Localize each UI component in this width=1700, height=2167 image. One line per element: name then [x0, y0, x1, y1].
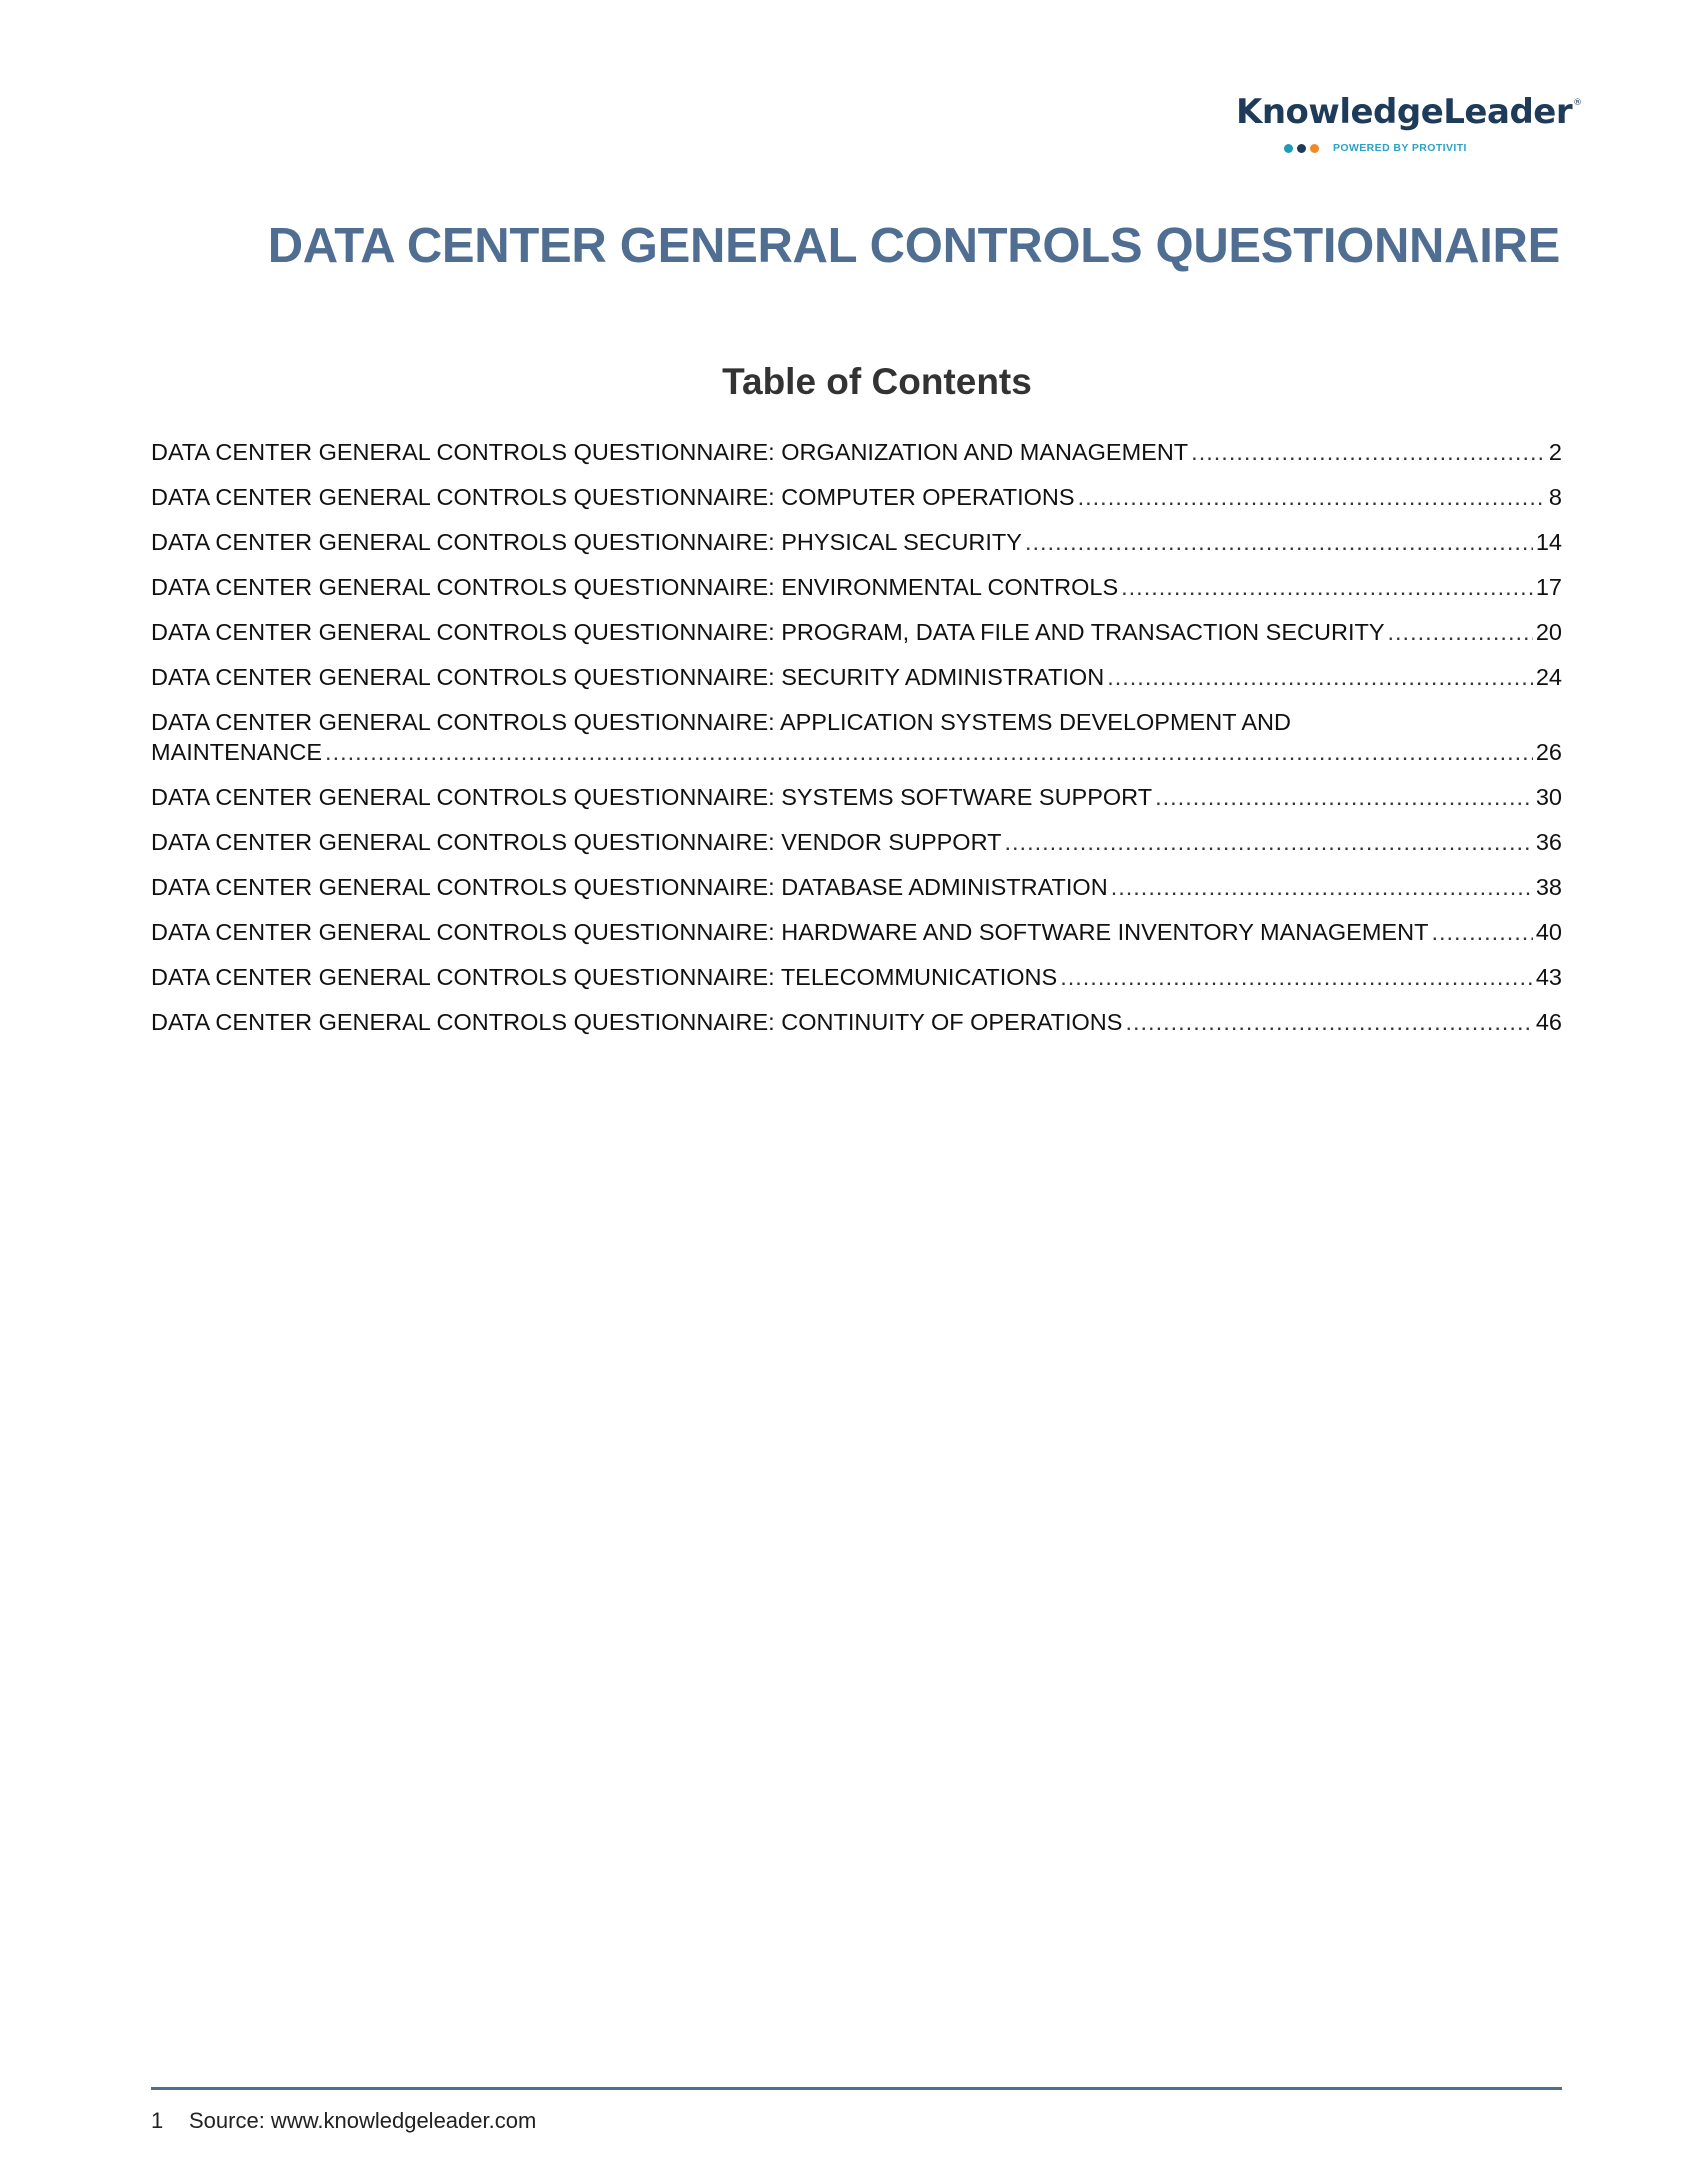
toc-entry-page: 17 [1535, 574, 1562, 600]
logo-dot-orange [1310, 144, 1319, 153]
footer-page-number: 1 [151, 2108, 164, 2133]
toc-entry-title: DATA CENTER GENERAL CONTROLS QUESTIONNAIRE: SECURITY ADMINISTRATION [151, 664, 1105, 690]
toc-entry-title: DATA CENTER GENERAL CONTROLS QUESTIONNAIRE: COMPUTER OPERATIONS [151, 484, 1075, 510]
knowledgeleader-logo [1236, 92, 1582, 154]
footer-source: Source: www.knowledgeleader.com [189, 2108, 537, 2133]
toc-dot-leader [1125, 1007, 1532, 1037]
logo-wordmark-text: KnowledgeLeader [1236, 92, 1573, 132]
document-title: DATA CENTER GENERAL CONTROLS QUESTIONNAIRE [267, 219, 1560, 273]
logo-wordmark [1236, 92, 1582, 132]
toc-dot-leader [1431, 917, 1532, 947]
toc-entry-program-data-file-transaction-security[interactable] [151, 617, 1562, 647]
toc-entry-physical-security[interactable] [151, 527, 1562, 557]
toc-entry-page: 38 [1535, 874, 1562, 900]
toc-entry-title: DATA CENTER GENERAL CONTROLS QUESTIONNAIRE: DATABASE ADMINISTRATION [151, 874, 1108, 900]
toc-dot-leader [1107, 662, 1533, 692]
toc-entry-environmental-controls[interactable] [151, 572, 1562, 602]
toc-entry-title: DATA CENTER GENERAL CONTROLS QUESTIONNAIRE: ORGANIZATION AND MANAGEMENT [151, 439, 1189, 465]
toc-dot-leader [325, 737, 1533, 767]
toc-entry-title: DATA CENTER GENERAL CONTROLS QUESTIONNAIRE: SYSTEMS SOFTWARE SUPPORT [151, 784, 1153, 810]
table-of-contents [151, 437, 1562, 1052]
toc-entry-title-line1: DATA CENTER GENERAL CONTROLS QUESTIONNAIRE: APPLICATION SYSTEMS DEVELOPMENT AND [151, 709, 1291, 735]
toc-entry-title: DATA CENTER GENERAL CONTROLS QUESTIONNAIRE: CONTINUITY OF OPERATIONS [151, 1009, 1123, 1035]
toc-entry-title-line2: MAINTENANCE [151, 739, 323, 765]
toc-dot-leader [1111, 872, 1533, 902]
toc-entry-title: DATA CENTER GENERAL CONTROLS QUESTIONNAIRE: VENDOR SUPPORT [151, 829, 1002, 855]
registered-mark: ® [1573, 98, 1582, 108]
logo-dot-navy [1297, 144, 1306, 153]
toc-dot-leader [1155, 782, 1533, 812]
logo-dot-teal [1284, 144, 1293, 153]
toc-entry-systems-software-support[interactable] [151, 782, 1562, 812]
toc-dot-leader [1121, 572, 1533, 602]
toc-entry-application-systems-development[interactable] [151, 707, 1562, 767]
toc-entry-title-line2-row [151, 737, 1562, 767]
toc-entry-page: 26 [1535, 739, 1562, 765]
toc-entry-page: 43 [1535, 964, 1562, 990]
toc-entry-telecommunications[interactable] [151, 962, 1562, 992]
toc-entry-page: 40 [1535, 919, 1562, 945]
toc-heading [0, 361, 1700, 403]
toc-entry-organization-and-management[interactable] [151, 437, 1562, 467]
toc-entry-title: DATA CENTER GENERAL CONTROLS QUESTIONNAIRE: HARDWARE AND SOFTWARE INVENTORY MANAGEMENT [151, 919, 1429, 945]
logo-tagline [1236, 142, 1556, 154]
toc-dot-leader [1078, 482, 1546, 512]
toc-entry-security-administration[interactable] [151, 662, 1562, 692]
logo-dots-icon [1284, 144, 1319, 153]
toc-entry-page: 24 [1535, 664, 1562, 690]
toc-entry-vendor-support[interactable] [151, 827, 1562, 857]
toc-entry-title: DATA CENTER GENERAL CONTROLS QUESTIONNAIRE: PROGRAM, DATA FILE AND TRANSACTION SECURITY [151, 619, 1385, 645]
toc-dot-leader [1025, 527, 1533, 557]
powered-by-text: POWERED BY PROTIVITI [1333, 142, 1467, 154]
toc-dot-leader [1388, 617, 1533, 647]
toc-entry-continuity-of-operations[interactable] [151, 1007, 1562, 1037]
toc-entry-computer-operations[interactable] [151, 482, 1562, 512]
toc-entry-page: 8 [1548, 484, 1562, 510]
toc-entry-title: DATA CENTER GENERAL CONTROLS QUESTIONNAIRE: ENVIRONMENTAL CONTROLS [151, 574, 1119, 600]
toc-entry-page: 36 [1535, 829, 1562, 855]
page-footer [151, 2108, 536, 2134]
toc-heading-text: Table of Contents [722, 361, 1032, 402]
toc-entry-page: 46 [1535, 1009, 1562, 1035]
toc-entry-page: 20 [1535, 619, 1562, 645]
toc-entry-page: 14 [1535, 529, 1562, 555]
toc-entry-page: 30 [1535, 784, 1562, 810]
footer-divider [151, 2087, 1562, 2090]
toc-entry-title: DATA CENTER GENERAL CONTROLS QUESTIONNAIRE: TELECOMMUNICATIONS [151, 964, 1058, 990]
toc-entry-hardware-software-inventory[interactable] [151, 917, 1562, 947]
toc-entry-database-administration[interactable] [151, 872, 1562, 902]
toc-dot-leader [1060, 962, 1533, 992]
toc-dot-leader [1005, 827, 1533, 857]
toc-dot-leader [1191, 437, 1546, 467]
toc-entry-title: DATA CENTER GENERAL CONTROLS QUESTIONNAIRE: PHYSICAL SECURITY [151, 529, 1022, 555]
toc-entry-page: 2 [1548, 439, 1562, 465]
